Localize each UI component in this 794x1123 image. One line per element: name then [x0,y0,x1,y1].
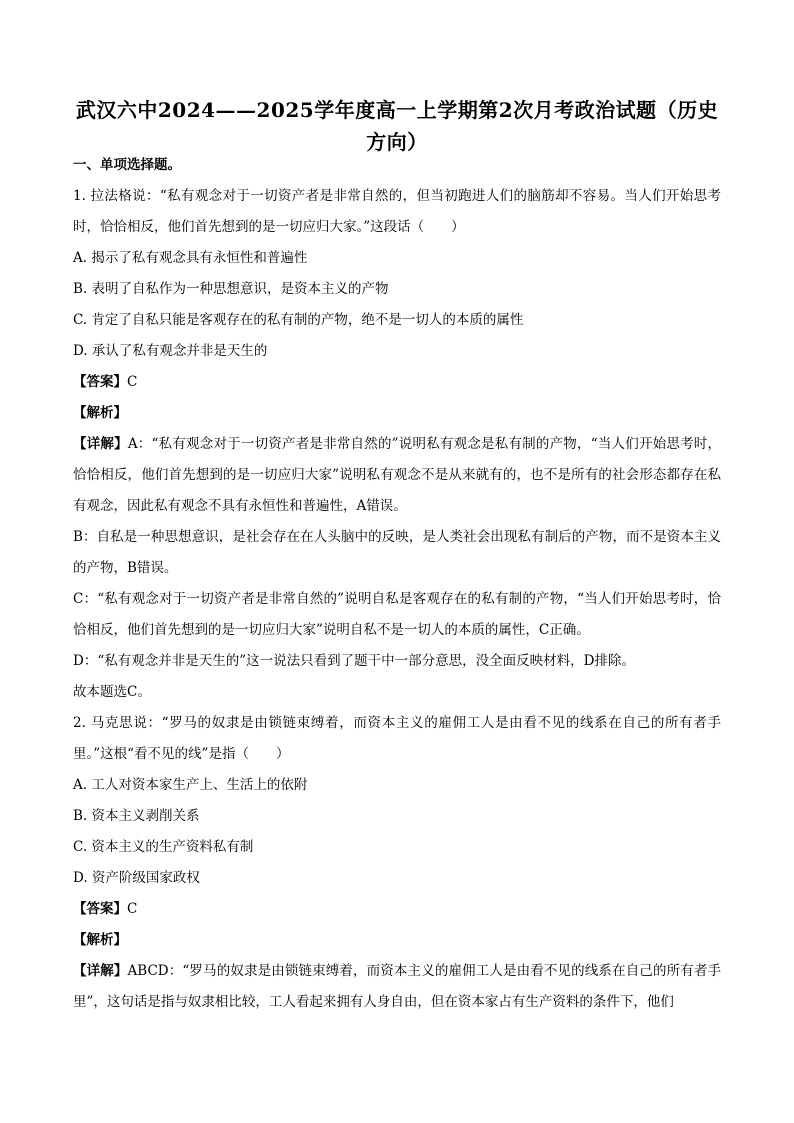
question-1-detail-d: D：“私有观念并非是天生的”这一说法只看到了题干中一部分意思，没全面反映材料，D排除。 [73,653,635,669]
question-1-option-d: D. 承认了私有观念并非是天生的 [73,343,268,359]
question-2-option-b: B. 资本主义剥削关系 [73,808,200,824]
question-1-conclusion: 故本题选C。 [73,684,151,700]
answer-value: C [127,374,138,390]
section-heading: 一、单项选择题。 [73,157,181,173]
detail-text: ABCD：“罗马的奴隶是由锁链束缚着，而资本主义的雇佣工人是由看不见的线系在自己的所有者手里”，这句话是指与奴隶相比较，工人看起来拥有人身自由，但在资本家占有生产资料的条件下，他们 [73,963,722,1010]
question-1-detail-c: C：“私有观念对于一切资产者是非常自然的”说明自私是客观存在的私有制的产物，“当人们开始思考时，恰恰相反，他们首先想到的是一切应归大家”说明自私不是一切人的本质的属性，C正确。 [73,591,721,638]
document-body [73,150,721,1018]
answer-label: 【答案】 [73,901,127,917]
question-2-option-d: D. 资产阶级国家政权 [73,870,200,886]
question-1-option-a: A. 揭示了私有观念具有永恒性和普遍性 [73,250,308,266]
answer-label: 【答案】 [73,374,127,390]
question-1-detail-b: B：自私是一种思想意识，是社会存在在人头脑中的反映，是人类社会出现私有制后的产物，而不是资本主义的产物，B错误。 [73,529,721,576]
question-1-detail-a [73,429,721,522]
question-1-option-c: C. 肯定了自私只能是客观存在的私有制的产物，绝不是一切人的本质的属性 [73,312,524,328]
detail-label: 【详解】 [73,963,128,979]
question-2-option-a: A. 工人对资本家生产上、生活上的依附 [73,777,308,793]
question-1-stem: 1. 拉法格说：“私有观念对于一切资产者是非常自然的，但当初跑进人们的脑筋却不容易。当人们开始思考时，恰恰相反，他们首先想到的是一切应归大家。”这段话（ ） [73,188,721,235]
answer-value: C [127,901,138,917]
question-1-option-b: B. 表明了自私作为一种思想意识，是资本主义的产物 [73,281,389,297]
detail-label: 【详解】 [73,436,128,452]
page-title: 武汉六中2024——2025学年度高一上学期第2次月考政治试题（历史方向） [75,98,719,154]
detail-text: A：“私有观念对于一切资产者是非常自然的”说明私有观念是私有制的产物，“当人们开始思考时，恰恰相反，他们首先想到的是一切应归大家”说明私有观念不是从来就有的，也不是所有的社会形态都存在私有观念，因此私有观念不具有永恒性和普遍性，A错误。 [73,436,722,514]
question-2-option-c: C. 资本主义的生产资料私有制 [73,839,254,855]
question-2-stem: 2. 马克思说：“罗马的奴隶是由锁链束缚着，而资本主义的雇佣工人是由看不见的线系在自己的所有者手里。”这根“看不见的线”是指（ ） [73,715,721,762]
question-1-answer [73,367,721,398]
question-2-answer [73,894,721,925]
question-1-analysis-label: 【解析】 [73,405,127,421]
question-2-analysis-label: 【解析】 [73,932,127,948]
question-2-detail [73,956,721,1018]
